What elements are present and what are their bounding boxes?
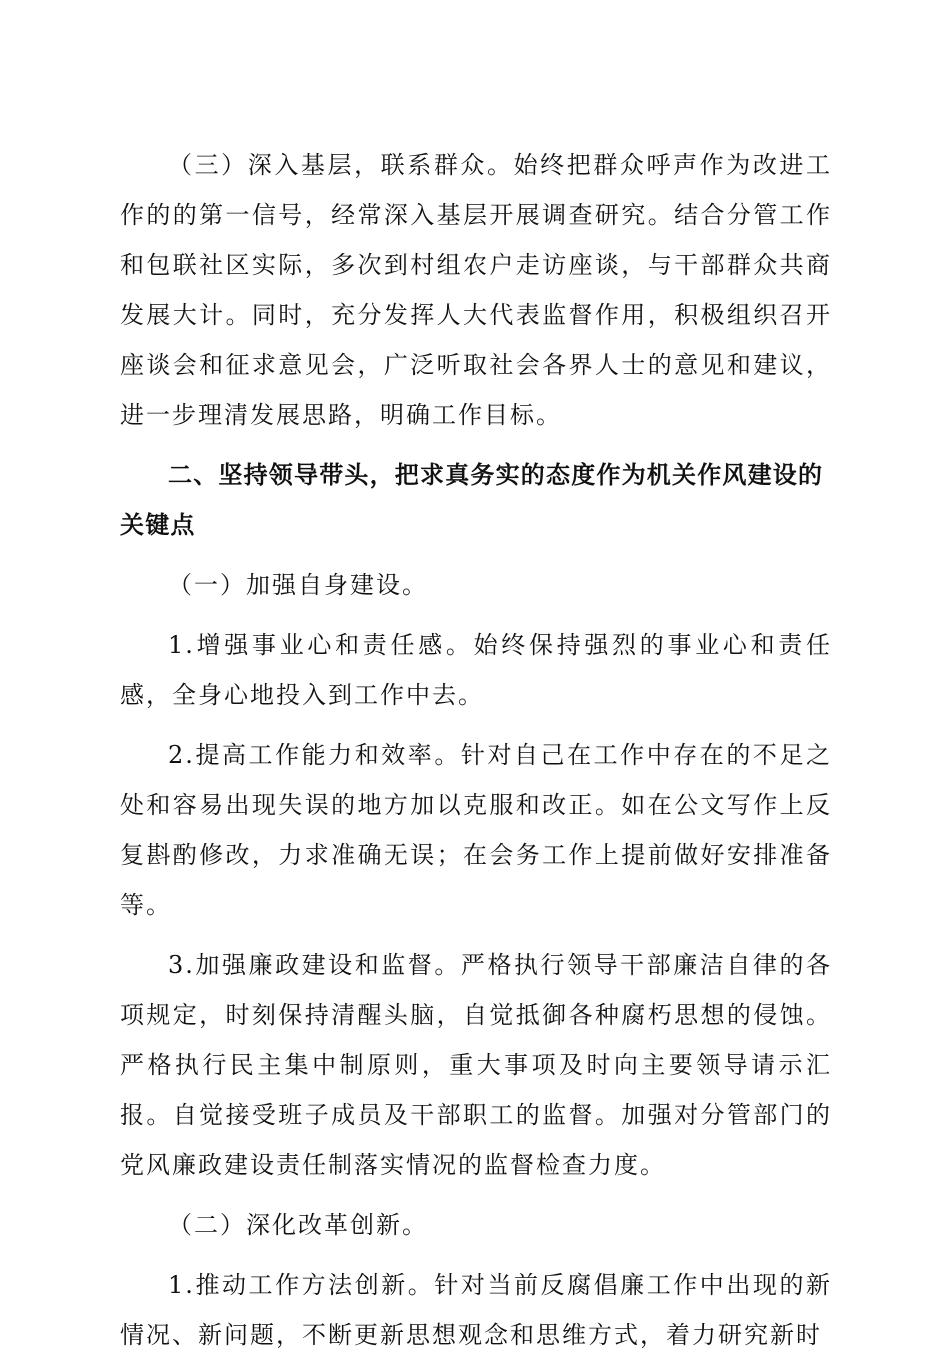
paragraph-item-1: 1.增强事业心和责任感。始终保持强烈的事业心和责任感，全身心地投入到工作中去。 bbox=[120, 631, 832, 709]
paragraph-reform-item-1: 1.推动工作方法创新。针对当前反腐倡廉工作中出现的新情况、新问题，不断更新思想观念和思维方式，着力研究新时 bbox=[120, 1271, 832, 1349]
paragraph-item-3: 3.加强廉政建设和监督。严格执行领导干部廉洁自律的各项规定，时刻保持清醒头脑，自觉抵御各种腐朽思想的侵蚀。严格执行民主集中制原则，重大事项及时向主要领导请示汇报。自觉接受班子成员及干部职工的监督。加强对分管部门的党风廉政建设责任制落实情况的监督检查力度。 bbox=[120, 951, 832, 1179]
section-heading-2: 二、坚持领导带头，把求真务实的态度作为机关作风建设的关键点 bbox=[120, 461, 824, 539]
document-page bbox=[120, 140, 832, 1370]
subheading-self-building: （一）加强自身建设。 bbox=[168, 571, 428, 599]
paragraph-grassroots: （三）深入基层，联系群众。始终把群众呼声作为改进工作的的第一信号，经常深入基层开展调查研究。结合分管工作和包联社区实际，多次到村组农户走访座谈，与干部群众共商发展大计。同时，充分发挥人大代表监督作用，积极组织召开座谈会和征求意见会，广泛听取社会各界人士的意见和建议，进一步理清发展思路，明确工作目标。 bbox=[120, 151, 832, 429]
paragraph-item-2: 2.提高工作能力和效率。针对自己在工作中存在的不足之处和容易出现失误的地方加以克服和改正。如在公文写作上反复斟酌修改，力求准确无误；在会务工作上提前做好安排准备等。 bbox=[120, 741, 832, 919]
subheading-reform: （二）深化改革创新。 bbox=[168, 1211, 428, 1239]
